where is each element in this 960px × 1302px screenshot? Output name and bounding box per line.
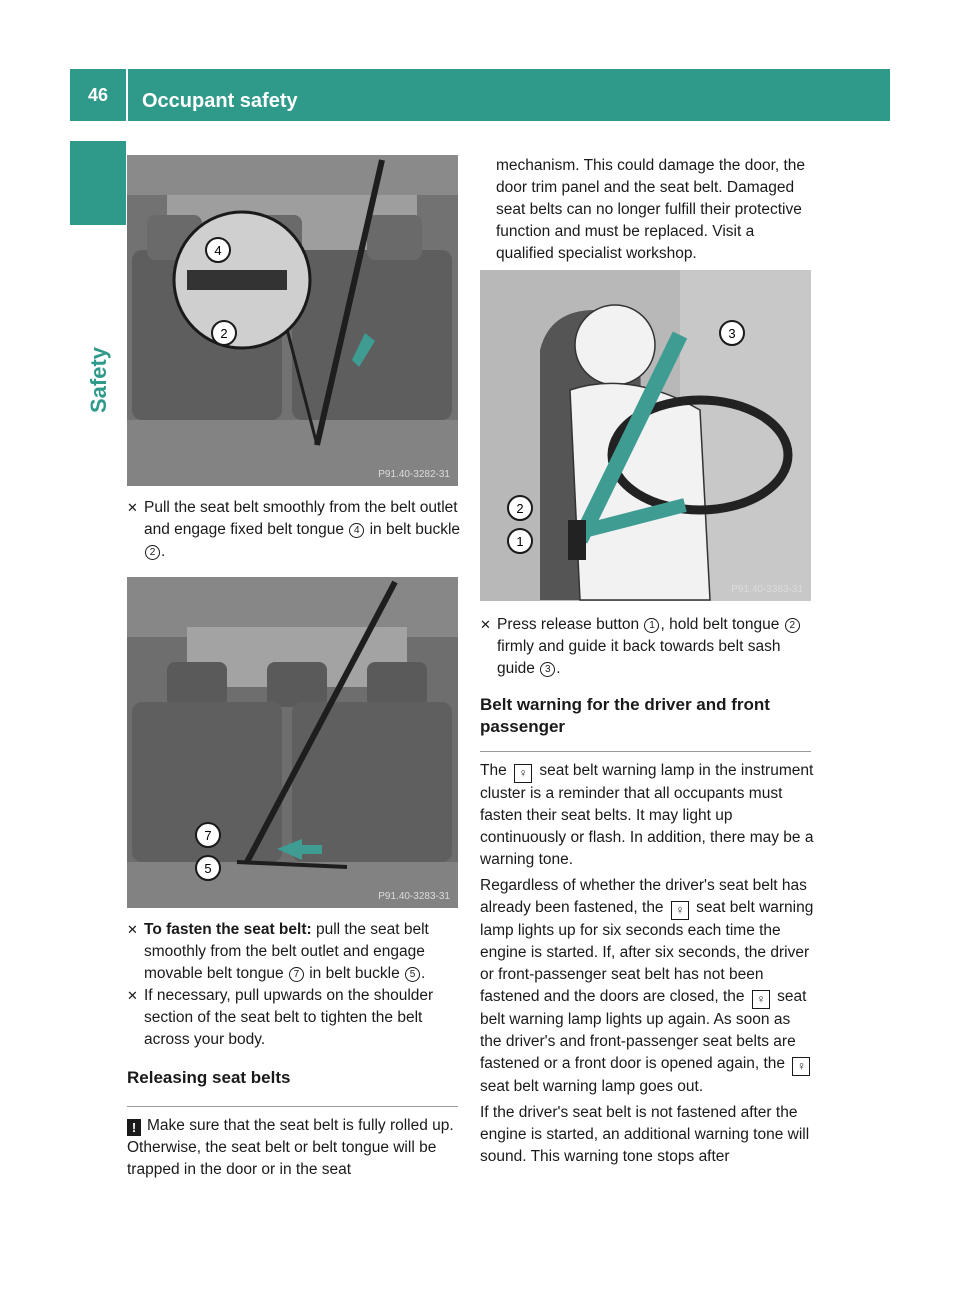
svg-text:2: 2 (516, 501, 524, 516)
left-bullet-1: ✕ Pull the seat belt smoothly from the belt outlet and engage fixed belt tongue 4 in belt buckle 2 . (127, 499, 461, 560)
para-1: The ♀ seat belt warning lamp in the instrument cluster is a reminder that all occupants must fasten their seat belts. It may light up continuously or flash. In addition, there may be a warning tone. (480, 762, 814, 868)
callout-ref: 1 (644, 618, 659, 633)
callout-ref: 5 (405, 967, 420, 982)
callout-ref: 3 (540, 662, 555, 677)
bullet-arrow-icon: ✕ (480, 617, 491, 632)
seat-belt-warning-icon: ♀ (671, 901, 689, 920)
side-tab-block (70, 141, 126, 225)
left-bullet-3: ✕ If necessary, pull upwards on the shoulder section of the seat belt to tighten the belt across your body. (127, 987, 434, 1048)
callout-ref: 2 (785, 618, 800, 633)
svg-text:7: 7 (204, 828, 212, 843)
figure-driver-seat-belt (480, 270, 811, 601)
warning-icon: ! (127, 1119, 141, 1136)
header-divider (126, 69, 128, 121)
bullet-arrow-icon: ✕ (127, 500, 138, 515)
seat-belt-warning-icon: ♀ (514, 764, 532, 783)
figure-rear-seat-movable-tongue (127, 577, 458, 908)
para-2: Regardless of whether the driver's seat belt has already been fastened, the ♀ seat belt warning lamp lights up for six seconds each time the engine is started. If, after six seconds, the driver or front-passenger seat belt has not been fastened and the doors are closed, the ♀ seat belt warning lamp lights up again. As soon as the driver's and front-passenger seat belts are fastened or a front door is opened again, the ♀ seat belt warning lamp goes out. (480, 877, 814, 1095)
svg-text:2: 2 (220, 326, 228, 341)
warning-note: ! Make sure that the seat belt is fully rolled up. Otherwise, the seat belt or belt tongue will be trapped in the door or in the seat (127, 1117, 454, 1178)
callout-ref: 2 (145, 545, 160, 560)
callout-2 (212, 321, 236, 345)
callout-2 (508, 496, 532, 520)
figure-code: P91.40-3363-31 (731, 584, 803, 595)
right-paragraphs (480, 760, 815, 1168)
bullet-arrow-icon: ✕ (127, 922, 138, 937)
right-continuation: mechanism. This could damage the door, the door trim panel and the seat belt. Damaged seat belts can no longer fulfill their protective function and must be replaced. Visit a qualified specialist workshop. (496, 157, 806, 262)
left-bullet-2: ✕ To fasten the seat belt: pull the seat belt smoothly from the belt outlet and engage movable belt tongue 7 in belt buckle 5 . (127, 921, 429, 982)
svg-text:4: 4 (214, 243, 222, 258)
callout-ref: 7 (289, 967, 304, 982)
left-column-lower (127, 919, 462, 1089)
section-rule (127, 1106, 458, 1107)
callout-ref: 4 (349, 523, 364, 538)
callout-4 (206, 238, 230, 262)
svg-text:5: 5 (204, 861, 212, 876)
callout-7 (196, 823, 220, 847)
section-rule (480, 751, 811, 752)
seat-belt-warning-icon: ♀ (752, 990, 770, 1009)
para-3: If the driver's seat belt is not fastened after the engine is started, an additional warning tone will sound. This warning tone stops after (480, 1104, 810, 1165)
section-title-releasing: Releasing seat belts (127, 1068, 291, 1087)
section-title-belt-warning: Belt warning for the driver and front passenger (480, 695, 770, 736)
bullet-arrow-icon: ✕ (127, 988, 138, 1003)
svg-text:1: 1 (516, 534, 524, 549)
figure-code: P91.40-3283-31 (378, 891, 450, 902)
seat-belt-warning-icon: ♀ (792, 1057, 810, 1076)
callout-5 (196, 856, 220, 880)
page-title: Occupant safety (142, 90, 298, 112)
callout-1 (508, 529, 532, 553)
figure-code: P91.40-3282-31 (378, 469, 450, 480)
callout-3 (720, 321, 744, 345)
right-bullet-4: ✕ Press release button 1 , hold belt tongue 2 firmly and guide it back towards belt sash guide 3 . Belt warning for the driver and front passenger (480, 614, 815, 738)
svg-text:3: 3 (728, 326, 736, 341)
side-tab-label: Safety (86, 346, 111, 414)
figure-rear-seat-fixed-tongue (127, 155, 458, 486)
page-number: 46 (87, 84, 109, 105)
